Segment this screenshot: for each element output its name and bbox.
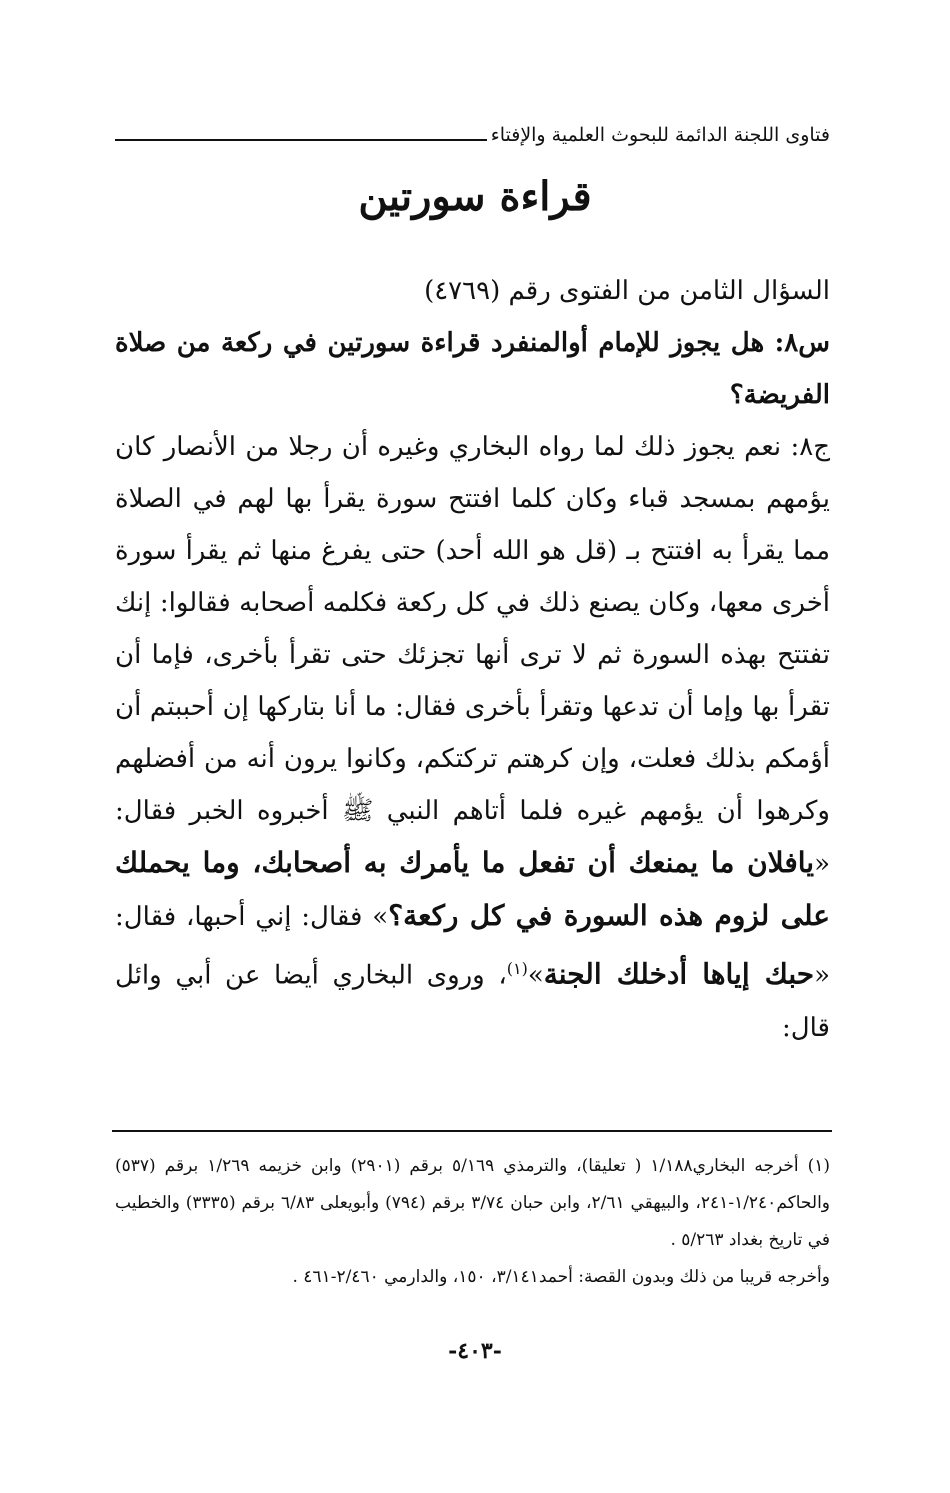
hadith-quote-1: يافلان ما يمنعك أن تفعل ما يأمرك به أصحابك، وما يحملك على لزوم هذه السورة في كل ركعة؟ [115,846,830,932]
page-number: -٤٠٣- [448,1338,502,1364]
question-text: س٨: هل يجوز للإمام أوالمنفرد قراءة سورتين في ركعة من صلاة الفريضة؟ [115,328,830,410]
answer-part-1: ج٨: نعم يجوز ذلك لما رواه البخاري وغيره أن رجلا من الأنصار كان يؤمهم بمسجد قباء وكان كلما افتتح سورة يقرأ بها لهم في الصلاة مما يقرأ به افتتح بـ (قل هو الله أحد) حتى يفرغ منها ثم يقرأ سورة أخرى معها، وكان يصنع ذلك في كل ركعة فكلمه أصحابه فقالوا: إنك تفتتح بهذه السورة ثم لا ترى أنها تجزئك حتى تقرأ بأخرى، فإما أن تقرأ بها وإما أن تدعها وتقرأ بأخرى فقال: ما أنا بتاركها إن أحببتم أن أؤمكم بذلك فعلت، وإن كرهتم تركتكم، وكانوا يرون أنه من أفضلهم وكرهوا أن يؤمهم غيره فلما أتاهم النبي ﷺ أخبروه الخبر فقال: « [115,432,830,879]
chapter-title: قراءة سورتين [358,173,592,220]
header-rule [115,139,487,141]
footnotes [115,1148,830,1296]
answer-part-2: » فقال: إني أحبها، فقال: « [115,902,830,991]
answer-part-4: ، وروى البخاري أيضا عن أبي وائل قال: [115,960,830,1043]
answer-text [115,421,830,1054]
hadith-quote-2: حبك إياها أدخلك الجنة [543,957,815,991]
footnote-2: وأخرجه قريبا من ذلك وبدون القصة: أحمد٣/١٤١، ١٥٠، والدارمي ٢/٤٦٠-٤٦١ . [292,1267,830,1287]
answer-part-3: » [527,960,544,991]
footnote-1: (١) أخرجه البخاري١/١٨٨ ( تعليقا)، والترمذي ٥/١٦٩ برقم (٢٩٠١) وابن خزيمه ١/٢٦٩ برقم (٥٣٧) والحاكم١/٢٤٠-٢٤١، والبيهقي ٢/٦١، وابن حبان ٣/٧٤ برقم (٧٩٤) وأبويعلى ٦/٨٣ برقم (٣٣٣٥) والخطيب في تاريخ بغداد ٥/٢٦٣ . [115,1156,831,1250]
running-header-title: فتاوى اللجنة الدائمة للبحوث العلمية والإفتاء [490,124,830,146]
question-number-label: السؤال الثامن من الفتوى رقم (٤٧٦٩) [424,276,830,306]
main-text [115,265,830,1054]
running-header [115,110,830,150]
footnote-reference: (١) [506,959,528,978]
footnote-separator [112,1130,832,1132]
